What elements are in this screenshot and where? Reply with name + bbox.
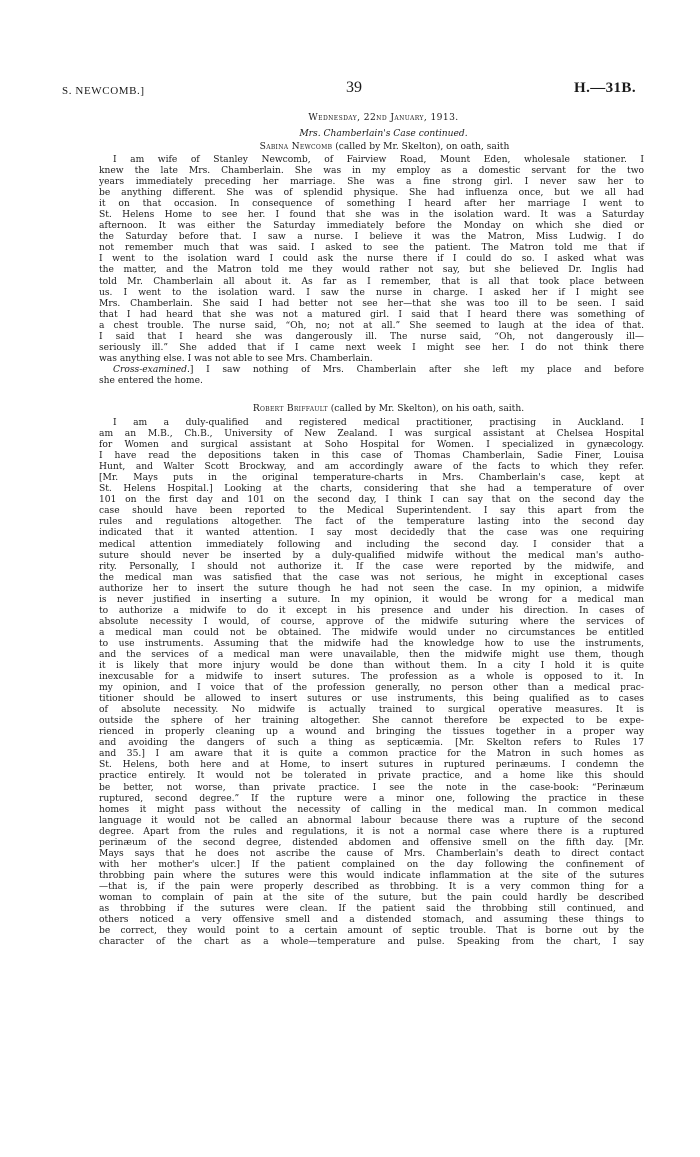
text-line: I am a duly-qualified and registered medical practitioner, practising in Auckland. I <box>113 417 644 428</box>
running-head-witness: S. NEWCOMB.] <box>62 85 145 97</box>
text-line: 101 on the first day and 101 on the second day, I think I can say that on the second day the <box>99 495 644 506</box>
text-line: woman to complain of pain at the site of the suture, but the pain could hardly be described <box>99 893 644 903</box>
text-line: and 35.] I am aware that it is quite a common practice for the Matron in such homes as <box>99 749 644 760</box>
text-line: not remember much that was said. I asked to see the patient. The Matron told me that if <box>99 243 644 254</box>
cross-examined-text: ] I saw nothing of Mrs. Chamberlain after she left my place and before <box>189 364 644 375</box>
text-line: she entered the home. <box>99 375 203 386</box>
case-title: Mrs. Chamberlain's Case continued. <box>299 129 468 139</box>
text-line: us. I went to the isolation ward. I saw the nurse in charge. I asked her if I might see <box>99 287 644 298</box>
text-line: told Mr. Chamberlain all about it. As far as I remember, that is all that took place between <box>99 276 644 287</box>
text-line: of absolute necessity. No midwife is actually trained to surgical operative measures. It is <box>99 705 644 716</box>
text-line: rity. Personally, I should not authorize it. If the case were reported by the midwife, and <box>99 561 644 572</box>
text-line: indicated that it wanted attention. I say most decidedly that the case was one requiring <box>99 528 644 539</box>
date-heading: Wednesday, 22nd January, 1913. <box>308 113 459 123</box>
text-line: Hunt, and Walter Scott Brockway, and am accordingly aware of the facts to which they refer. <box>99 462 644 473</box>
text-line: be anything different. She was of splendid physique. She had influenza once, but we all had <box>99 188 644 199</box>
text-line: for Women and surgical assistant at Soho Hospital for Women. I specialized in gynæcology. <box>99 440 644 451</box>
testimony-newcomb <box>99 155 644 365</box>
page-content <box>99 113 644 948</box>
witness-heading-newcomb <box>125 142 644 155</box>
text-line: it is likely that more injury would be done than without them. In a city I hold it is quite <box>99 661 644 672</box>
text-line: with her mother's ulcer.] If the patient complained on the day following the confinement of <box>99 859 644 870</box>
text-line: suture should never be inserted by a duly-qualified midwife without the medical man's autho- <box>99 550 644 561</box>
text-line: absolute necessity I would, of course, approve of the midwife suturing where the services of <box>99 616 644 627</box>
witness-heading-text: (called by Mr. Skelton), on oath, saith <box>332 142 510 152</box>
text-line <box>99 365 644 376</box>
testimony-briffault <box>99 418 644 948</box>
text-line: I have read the depositions taken in this case of Thomas Chamberlain, Sadie Finer, Louisa <box>99 451 644 462</box>
text-line: the Saturday before that. I saw a nurse. I believe it was the Matron, Miss Ludwig. I do <box>99 232 644 243</box>
text-line: a medical man could not be obtained. The midwife would under no circumstances be entitled <box>99 627 644 638</box>
witness-name: Sabina Newcomb <box>259 142 333 152</box>
text-line: case should have been reported to the Medical Superintendent. I say this apart from the <box>99 506 644 517</box>
text-line: St. Helens Home to see her. I found that she was in the isolation ward. It was a Saturday <box>99 210 644 221</box>
text-line: rules and regulations altogether. The fact of the temperature lasting into the second day <box>99 517 644 528</box>
text-line: be better, not worse, than private practice. I see the note in the case-book: “Perinæum <box>99 782 644 793</box>
text-line: I went to the isolation ward I could ask the nurse there if I could do so. I asked what was <box>99 254 644 265</box>
text-line: ruptured, second degree.” If the rupture were a minor one, following the practice in these <box>99 793 644 804</box>
text-line: outside the sphere of her training altogether. She cannot therefore be expected to be expe- <box>99 716 644 727</box>
witness-heading-text: (called by Mr. Skelton), on his oath, saith. <box>327 403 525 414</box>
text-line: inexcusable for a midwife to insert sutures. The profession as a whole is opposed to it. In <box>99 672 644 683</box>
text-line: degree. Apart from the rules and regulations, it is not a normal case where there is a ruptured <box>99 826 644 837</box>
text-line: titioner should be allowed to insert sutures or use instruments, this being qualified as to cases <box>99 694 644 705</box>
text-line: Mrs. Chamberlain. She said I had better not see her—that she was too ill to be seen. I said <box>99 298 644 309</box>
running-head <box>56 79 644 102</box>
witness-name: Robert Briffault <box>252 403 328 414</box>
text-line: practice entirely. It would not be tolerated in private practice, and a home like this should <box>99 771 644 782</box>
text-line: [Mr. Mays puts in the original temperature-charts in Mrs. Chamberlain's case, kept at <box>99 473 644 484</box>
text-line: the medical man was satisfied that the case was not serious, he might in exceptional cases <box>99 572 644 583</box>
paper-reference: H.—31B. <box>574 80 636 96</box>
text-line: throbbing pain where the sutures were this would indicate inflammation at the site of the sutures <box>99 870 644 881</box>
text-line: as throbbing if the sutures were clean. If the patient said the throbbing still continued, and <box>99 904 644 915</box>
text-line: knew the late Mrs. Chamberlain. She was in my employ as a domestic servant for the two <box>99 166 644 177</box>
text-line: it on that occasion. In consequence of something I heard after her marriage I went to <box>99 199 644 210</box>
spacer <box>99 387 644 404</box>
text-line: that I had heard that she was not a matured girl. I said that I heard there was something of <box>99 309 644 320</box>
text-line: and avoiding the dangers of such a thing as septicæmia. [Mr. Skelton refers to Rules 17 <box>99 738 644 749</box>
text-line: to authorize a midwife to do it except in his presence and under his direction. In cases of <box>99 605 644 616</box>
text-line: afternoon. It was either the Saturday immediately before the Monday on which she died or <box>99 221 644 232</box>
text-line: my opinion, and I voice that of the profession generally, no person other than a medical prac- <box>99 683 644 694</box>
text-line: be correct, they would point to a certain amount of septic trouble. That is borne out by the <box>99 926 644 937</box>
text-line: medical attention immediately following and including the second day. I consider that a <box>99 539 644 550</box>
text-line: I am wife of Stanley Newcomb, of Fairview Road, Mount Eden, wholesale stationer. I <box>113 155 644 165</box>
text-line: years immediately preceding her marriage. She was a fine strong girl. I never saw her to <box>99 177 644 188</box>
text-line: rienced in properly cleaning up a wound and bringing the tissues together in a proper way <box>99 727 644 738</box>
text-line: —that is, if the pain were properly described as throbbing. It is a very common thing for a <box>99 881 644 892</box>
text-line: others noticed a very offensive smell and a distended stomach, and assuming these things to <box>99 915 644 926</box>
text-line: am an M.B., Ch.B., University of New Zealand. I was surgical assistant at Chelsea Hospital <box>99 429 644 440</box>
text-line: St. Helens, both here and at Home, to insert sutures in ruptured perinæums. I condemn the <box>99 760 644 771</box>
page-number: 39 <box>346 79 362 96</box>
text-line: character of the chart as a whole—temperature and pulse. Speaking from the chart, I say <box>99 937 644 948</box>
cross-examination <box>99 365 644 387</box>
text-line: seriously ill.” She added that if I came next week I might see her. I do not think there <box>99 342 644 353</box>
text-line: perinæum of the second degree, distended abdomen and offensive smell on the fifth day. [Mr. <box>99 837 644 848</box>
cross-examined-label: Cross-examined. <box>113 364 190 375</box>
text-line: is never justified in inserting a suture. In my opinion, it would be wrong for a medical man <box>99 594 644 605</box>
text-line: language it would not be called an abnormal labour because there was a rupture of the second <box>99 815 644 826</box>
text-line: the matter, and the Matron told me they would rather not say, but she believed Dr. Inglis had <box>99 265 644 276</box>
text-line: homes it might pass without the necessity of calling in the medical man. In common medical <box>99 804 644 815</box>
text-line: Mays says that he does not ascribe the cause of Mrs. Chamberlain's death to direct contact <box>99 848 644 859</box>
text-line: and the services of a medical man were unavailable, then the midwife might use them, though <box>99 649 644 660</box>
text-line: authorize her to insert the suture though he had not seen the case. In my opinion, a midwife <box>99 583 644 594</box>
text-line: to use instruments. Assuming that the midwife had the knowledge how to use the instruments, <box>99 638 644 649</box>
text-line: a chest trouble. The nurse said, “Oh, no; not at all.” She seemed to laugh at the idea of that. <box>99 320 644 331</box>
text-line: St. Helens Hospital.] Looking at the charts, considering that she had a temperature of over <box>99 484 644 495</box>
witness-heading-briffault <box>133 404 644 418</box>
text-line: was anything else. I was not able to see Mrs. Chamberlain. <box>99 353 373 364</box>
text-line: I said that I heard she was dangerously ill. The nurse said, “Oh, not dangerously ill— <box>99 331 644 342</box>
